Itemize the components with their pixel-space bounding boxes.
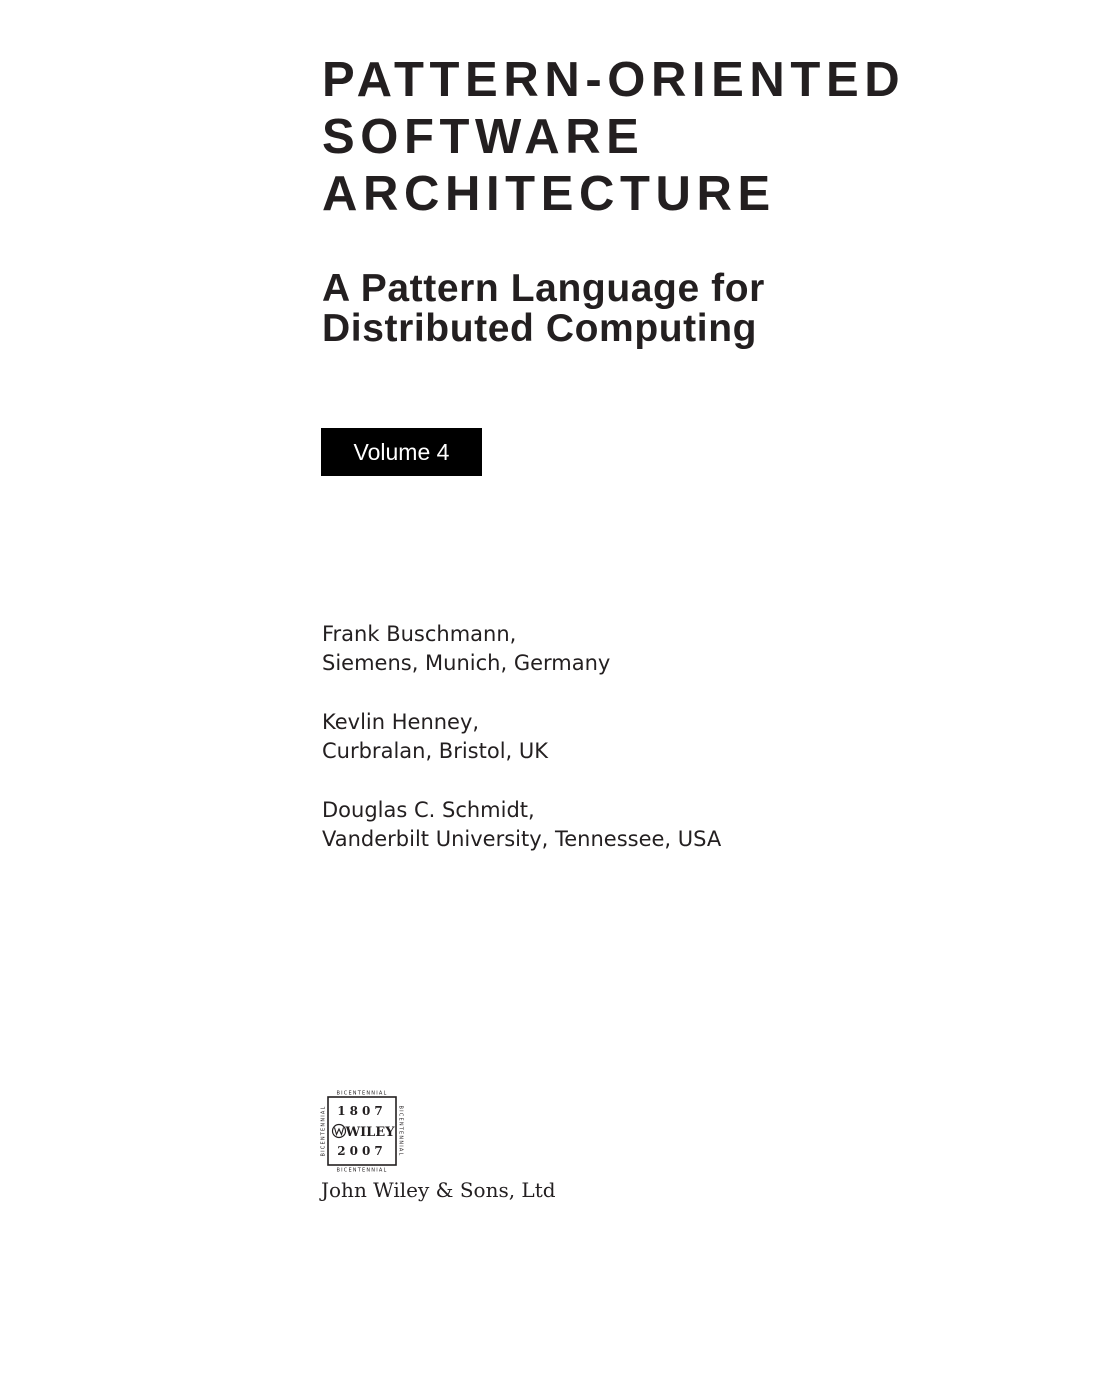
logo-brand: WILEY: [345, 1125, 395, 1140]
logo-border-text-top: BICENTENNIAL: [336, 1090, 388, 1097]
book-subtitle: [322, 269, 765, 349]
author-entry: [322, 796, 721, 854]
author-name: Douglas C. Schmidt,: [322, 798, 535, 822]
wiley-emblem-icon: [333, 1125, 346, 1138]
book-subtitle-line-2: Distributed Computing: [322, 307, 758, 350]
publisher-name: John Wiley & Sons, Ltd: [321, 1178, 556, 1202]
author-name: Kevlin Henney,: [322, 710, 480, 734]
book-subtitle-line-1: A Pattern Language for: [322, 267, 765, 310]
logo-border-text-right: BICENTENNIAL: [397, 1105, 404, 1157]
author-affiliation: Curbralan, Bristol, UK: [322, 739, 549, 763]
logo-year-bottom: 2007: [337, 1144, 387, 1158]
wiley-bicentennial-logo-icon: [319, 1089, 405, 1173]
author-affiliation: Vanderbilt University, Tennessee, USA: [322, 827, 722, 851]
wiley-bicentennial-logo: [319, 1089, 405, 1173]
logo-year-top: 1807: [337, 1104, 387, 1118]
logo-border-text-bottom: BICENTENNIAL: [336, 1167, 388, 1173]
author-name: Frank Buschmann,: [322, 622, 517, 646]
book-title-line-1: PATTERN-ORIENTED: [322, 53, 906, 107]
author-entry: [322, 620, 721, 678]
volume-badge: Volume 4: [321, 428, 482, 476]
book-title: [322, 52, 905, 223]
author-entry: [322, 708, 721, 766]
author-affiliation: Siemens, Munich, Germany: [322, 651, 611, 675]
book-title-line-3: ARCHITECTURE: [322, 167, 776, 221]
logo-border-text-left: BICENTENNIAL: [320, 1105, 327, 1157]
book-title-line-2: SOFTWARE: [322, 110, 645, 164]
author-list: [322, 620, 721, 884]
